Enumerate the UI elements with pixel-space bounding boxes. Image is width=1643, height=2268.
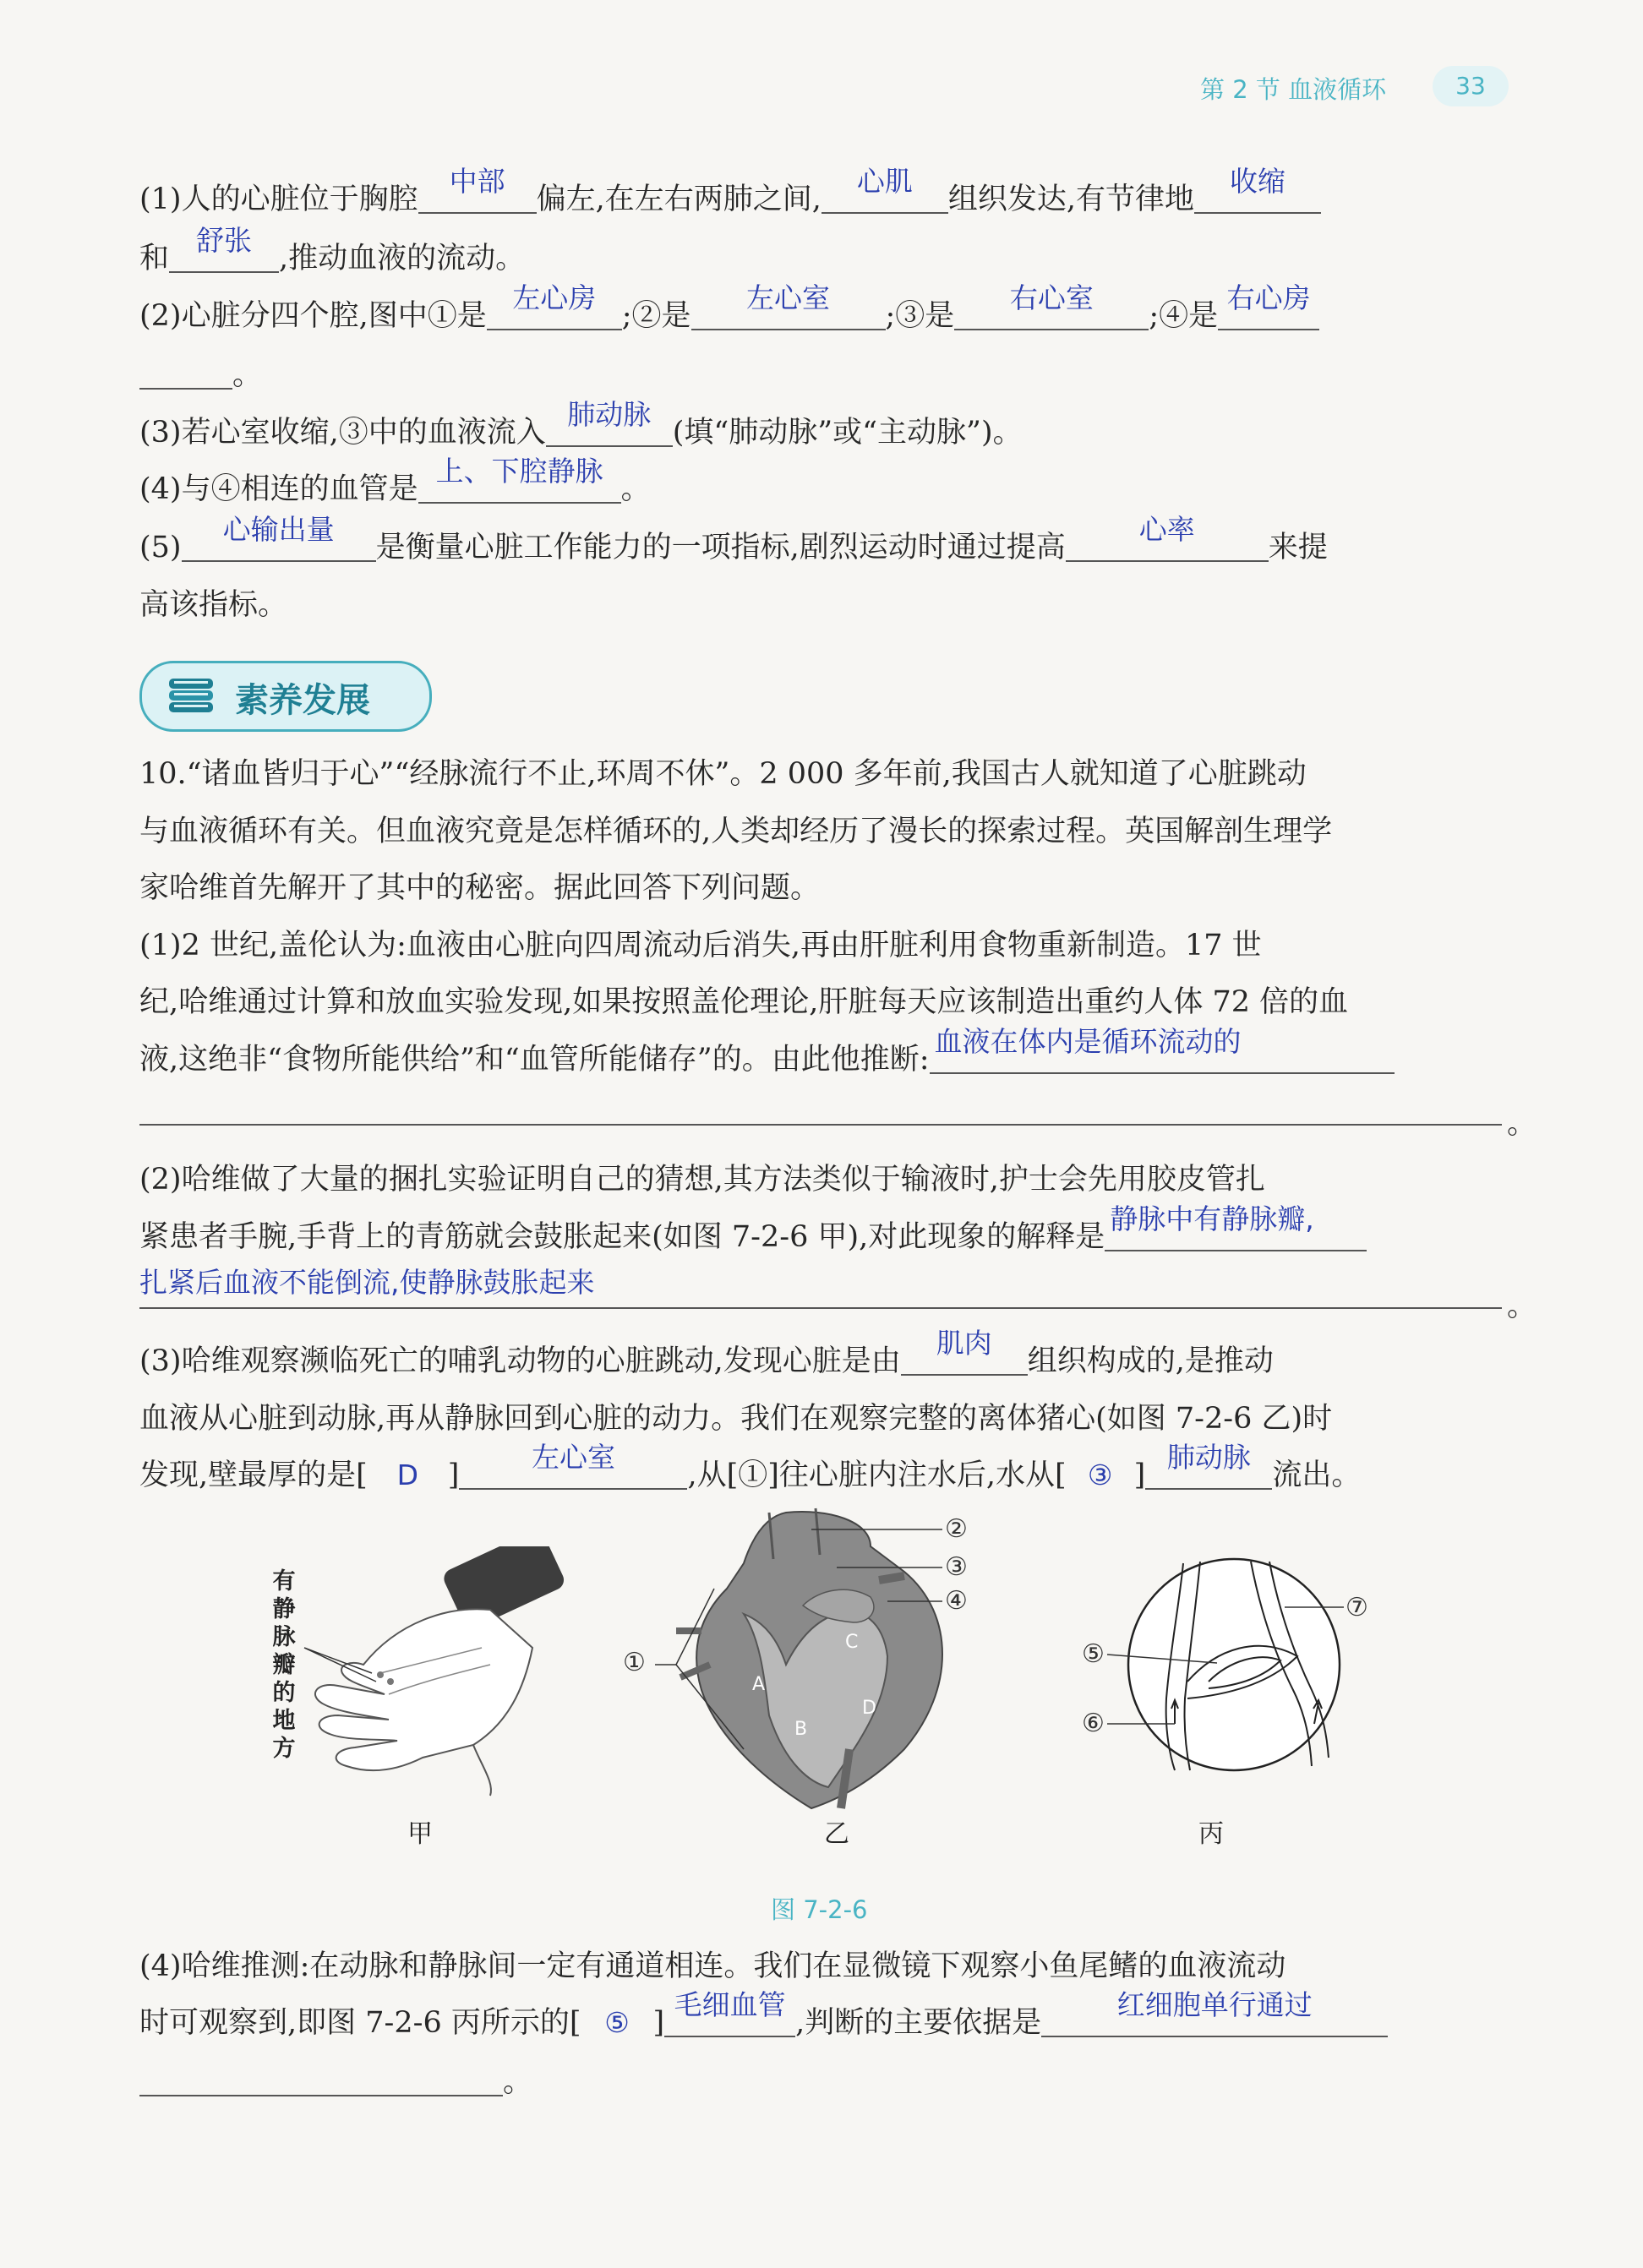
books-icon [166,675,218,717]
q10-intro-2: 与血液循环有关。但血液究竟是怎样循环的,人类却经历了漫长的探索过程。英国解剖生理学 [139,815,1333,848]
section-title: 第 2 节 血液循环 [1200,75,1387,104]
q9-p4: (4)与④相连的血管是 上、下腔静脉 。 [139,455,651,506]
answer-blank[interactable]: 右心房 [1218,297,1319,330]
q9-p5-line2: 高该指标。 [139,588,288,622]
heart-number-3: ③ [945,1552,968,1582]
q10-p3-line3: 发现,壁最厚的是[ D ] 左心室 ,从[①]往心脏内注水后,水从[ ③ ] 肺动脉 流出。 [139,1455,1526,1496]
q10-p1-line2: 纪,哈维通过计算和放血实验发现,如果按照盖伦理论,肝脏每天应该制造出重约人体 72 倍的血 [139,985,1349,1019]
q9-p3: (3)若心室收缩,③中的血液流入 肺动脉 (填“肺动脉”或“主动脉”)。 [139,398,1023,450]
answer-blank[interactable]: 肺动脉 [546,413,673,447]
q10-p2-line2: 紧患者手腕,手背上的青筋就会鼓胀起来(如图 7-2-6 甲),对此现象的解释是 静脉中有静脉瓣, [139,1217,1526,1257]
page-header [1200,66,1521,108]
capillary-number-6: ⑥ [1082,1709,1105,1738]
label-jia: 甲 [407,1819,433,1849]
answer-blank[interactable]: 左心室 [459,1456,687,1490]
q9-p2-line1: (2)心脏分四个腔,图中①是 左心房 ;②是 左心室 ;③是 右心室 ;④是 右心房 [139,296,1526,336]
capillary-number-5: ⑤ [1082,1639,1105,1669]
answer-blank[interactable]: 心输出量 [182,528,376,562]
figure-caption: 图 7-2-6 [771,1895,868,1924]
answer-blank[interactable]: 右心室 [954,297,1149,330]
heart-number-2: ② [945,1514,968,1544]
answer-blank[interactable]: 舒张 [169,239,279,273]
q10-intro-3: 家哈维首先解开了其中的秘密。据此回答下列问题。 [139,871,821,905]
label-bing: 丙 [1198,1819,1224,1849]
page-number: 33 [1433,66,1509,106]
answer-blank[interactable]: 左心房 [487,297,622,330]
capillary-number-7: ⑦ [1346,1593,1368,1622]
answer-line [139,1124,1502,1126]
answer-blank-continued [139,2063,503,2096]
answer-blank[interactable]: 心肌 [822,180,948,214]
q9-p2-line2: 。 [139,355,1526,395]
badge-label: 素养发展 [235,681,370,720]
capillary-diagram [1090,1555,1378,1783]
q10-p3-line1: (3)哈维观察濒临死亡的哺乳动物的心脏跳动,发现心脏是由 肌肉 组织构成的,是推动 [139,1327,1274,1378]
heart-label-b: B [794,1719,808,1740]
period: 。 [1507,1289,1537,1323]
answer-bracket[interactable]: ⑤ [604,2006,630,2039]
answer-blank[interactable]: 血液在体内是循环流动的 [930,1040,1395,1074]
label-yi: 乙 [824,1819,849,1849]
heart-label-d: D [862,1698,876,1719]
heart-number-4: ④ [945,1586,968,1616]
heart-number-1: ① [623,1648,646,1677]
q9-p1-line2: 和 舒张 ,推动血液的流动。 [139,224,526,275]
answer-bracket[interactable]: ③ [1087,1458,1113,1491]
answer-blank[interactable]: 左心室 [691,297,886,330]
answer-blank[interactable]: 肺动脉 [1145,1456,1272,1490]
answer-blank[interactable]: 上、下腔静脉 [418,470,621,504]
q9-p5-line1: (5) 心输出量 是衡量心脏工作能力的一项指标,剧烈运动时通过提高 心率 来提 [139,513,1328,564]
section-badge [139,661,432,732]
q10-p4-line1: (4)哈维推测:在动脉和静脉间一定有通道相连。我们在显微镜下观察小鱼尾鳍的血液流动 [139,1949,1286,1983]
q10-p2-answer-cont: 扎紧后血液不能倒流,使静脉鼓胀起来 [139,1266,595,1299]
q10-p4-line2: 时可观察到,即图 7-2-6 丙所示的[ ⑤ ] 毛细血管 ,判断的主要依据是 红细胞单行通过 [139,2003,1526,2043]
answer-blank[interactable]: 静脉中有静脉瓣, [1105,1218,1367,1251]
answer-blank[interactable]: 中部 [418,180,537,214]
answer-blank[interactable]: 收缩 [1194,180,1321,214]
q10-p4-line3: 。 [139,2062,1526,2102]
heart-illustration [617,1496,1006,1817]
answer-bracket[interactable]: D [396,1458,418,1491]
answer-blank[interactable]: 毛细血管 [664,2004,795,2037]
heart-label-a: A [752,1674,766,1695]
q10-intro-1: 10.“诸血皆归于心”“经脉流行不止,环周不休”。2 000 多年前,我国古人就知道了心脏跳动 [139,757,1307,791]
q10-p2-line1: (2)哈维做了大量的捆扎实验证明自己的猜想,其方法类似于输液时,护士会先用胶皮管扎 [139,1163,1265,1197]
answer-blank-continued [139,356,232,390]
answer-blank[interactable]: 心率 [1066,528,1269,562]
answer-blank[interactable]: 肌肉 [901,1342,1028,1376]
q10-p1-line1: (1)2 世纪,盖伦认为:血液由心脏向四周流动后消失,再由肝脏利用食物重新制造。17 世 [139,929,1262,962]
answer-blank[interactable]: 红细胞单行通过 [1041,2004,1388,2037]
q10-p3-line2: 血液从心脏到动脉,再从静脉回到心脏的动力。我们在观察完整的离体猪心(如图 7-2-6 乙)时 [139,1402,1333,1436]
hand-illustration [254,1546,609,1800]
hand-label: 有 静 脉 瓣 的 地 方 [272,1568,296,1762]
period: 。 [1507,1107,1537,1141]
q9-p1-line1: (1)人的心脏位于胸腔 中部 偏左,在左右两肺之间, 心肌 组织发达,有节律地 收缩 [139,179,1526,220]
answer-line [139,1307,1502,1309]
q10-p1-line3: 液,这绝非“食物所能供给”和“血管所能储存”的。由此他推断: 血液在体内是循环流动的 [139,1039,1526,1080]
heart-label-c: C [845,1632,859,1653]
